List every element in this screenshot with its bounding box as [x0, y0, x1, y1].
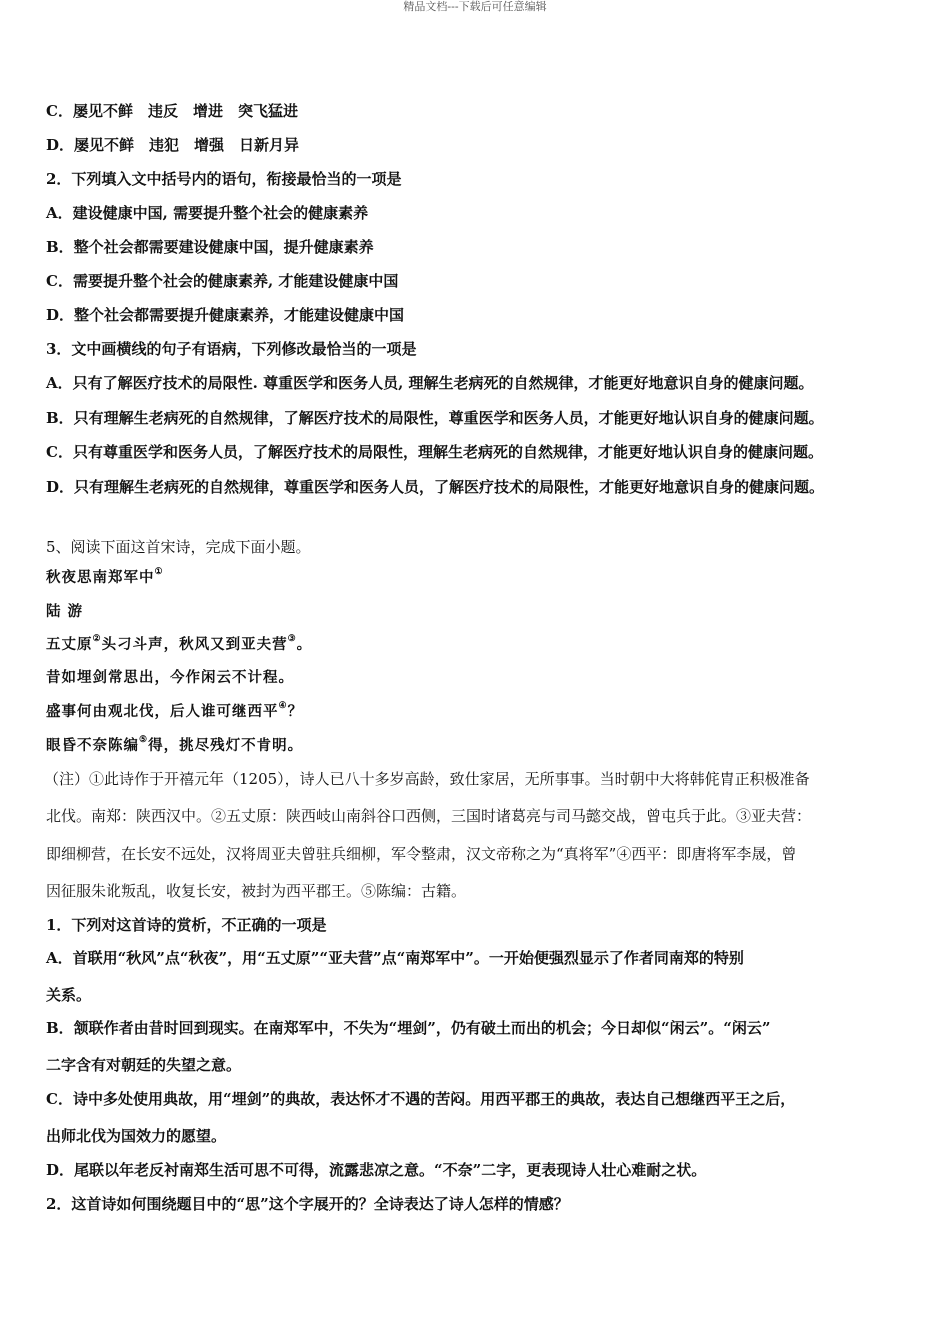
- s5-q1-stem: 1．下列对这首诗的赏析，不正确的一项是: [46, 916, 327, 934]
- q2-option-d: D．整个社会都需要提升健康素养，才能建设健康中国: [46, 306, 405, 324]
- q3-option-b: B．只有理解生老病死的自然规律，了解医疗技术的局限性，尊重医学和医务人员，才能更好地认识自身的健康问题。: [46, 409, 824, 427]
- poem-notes-line-1: （注）①此诗作于开禧元年（1205），诗人已八十多岁高龄，致仕家居，无所事事。当时朝中大将韩侂胄正积极准备: [44, 770, 810, 788]
- q2-stem: 2．下列填入文中括号内的语句，衔接最恰当的一项是: [46, 170, 402, 188]
- s5-q1-option-a: A．首联用“秋风”点“秋夜”，用“五丈原”“亚夫营”点“南郑军中”。一开始便强烈显示了作者同南郑的特别: [46, 949, 744, 967]
- poem-title: 秋夜思南郑军中①: [46, 567, 164, 586]
- s5-q1-option-d: D．尾联以年老反衬南郑生活可思不可得，流露悲凉之意。“不奈”二字，更表现诗人壮心难耐之状。: [46, 1161, 707, 1179]
- q3-option-a: A．只有了解医疗技术的局限性. 尊重医学和医务人员, 理解生老病死的自然规律，才能更好地意识自身的健康问题。: [46, 374, 814, 392]
- page-header: 精品文档---下载后可任意编辑: [403, 0, 547, 13]
- q1-option-c: C．屡见不鲜 违反 增进 突飞猛进: [46, 102, 298, 120]
- poem-notes-line-3: 即细柳营，在长安不远处，汉将周亚夫曾驻兵细柳，军令整肃，汉文帝称之为“真将军”④西平：即唐将军李晟，曾: [46, 845, 797, 863]
- s5-q1-option-b: B．颔联作者由昔时回到现实。在南郑军中，不失为“埋剑”，仍有破土而出的机会；今日却似“闲云”。“闲云”: [46, 1019, 771, 1037]
- s5-q1-option-c: C．诗中多处使用典故，用“埋剑”的典故，表达怀才不遇的苦闷。用西平郡王的典故，表达自己想继西平王之后，: [46, 1090, 796, 1108]
- q1-option-d: D．屡见不鲜 违犯 增强 日新月异: [46, 136, 300, 154]
- q2-option-c: C．需要提升整个社会的健康素养, 才能建设健康中国: [46, 272, 399, 290]
- q2-option-b: B．整个社会都需要建设健康中国，提升健康素养: [46, 238, 374, 256]
- poem-line-2: 昔如埋剑常思出，今作闲云不计程。: [46, 669, 294, 686]
- q3-option-c: C．只有尊重医学和医务人员，了解医疗技术的局限性，理解生老病死的自然规律，才能更好地认识自身的健康问题。: [46, 443, 823, 461]
- section5-intro: 5、阅读下面这首宋诗，完成下面小题。: [46, 538, 311, 556]
- s5-q1-option-b-cont: 二字含有对朝廷的失望之意。: [46, 1056, 242, 1074]
- poem-line-4: 眼昏不奈陈编⑤得，挑尽残灯不肯明。: [46, 735, 304, 754]
- poem-notes-line-4: 因征服朱讹叛乱，收复长安，被封为西平郡王。⑤陈编：古籍。: [46, 882, 467, 900]
- poem-line-1: 五丈原②头刁斗声，秋风又到亚夫营③。: [46, 634, 313, 653]
- poem-author: 陆 游: [46, 603, 84, 620]
- poem-line-3: 盛事何由观北伐，后人谁可继西平④？: [46, 701, 304, 720]
- s5-q2-stem: 2．这首诗如何围绕题目中的“思”这个字展开的？全诗表达了诗人怎样的情感？: [46, 1195, 569, 1213]
- q3-option-d: D．只有理解生老病死的自然规律，尊重医学和医务人员，了解医疗技术的局限性，才能更好地意识自身的健康问题。: [46, 478, 825, 496]
- q3-stem: 3．文中画横线的句子有语病，下列修改最恰当的一项是: [46, 340, 417, 358]
- footnote-marker: ①: [154, 567, 164, 577]
- s5-q1-option-c-cont: 出师北伐为国效力的愿望。: [46, 1127, 227, 1145]
- poem-notes-line-2: 北伐。南郑：陕西汉中。②五丈原：陕西岐山南斜谷口西侧，三国时诸葛亮与司马懿交战，曾屯兵于此。③亚夫营：: [46, 807, 812, 825]
- q2-option-a: A．建设健康中国, 需要提升整个社会的健康素养: [46, 204, 369, 222]
- s5-q1-option-a-cont: 关系。: [46, 986, 92, 1004]
